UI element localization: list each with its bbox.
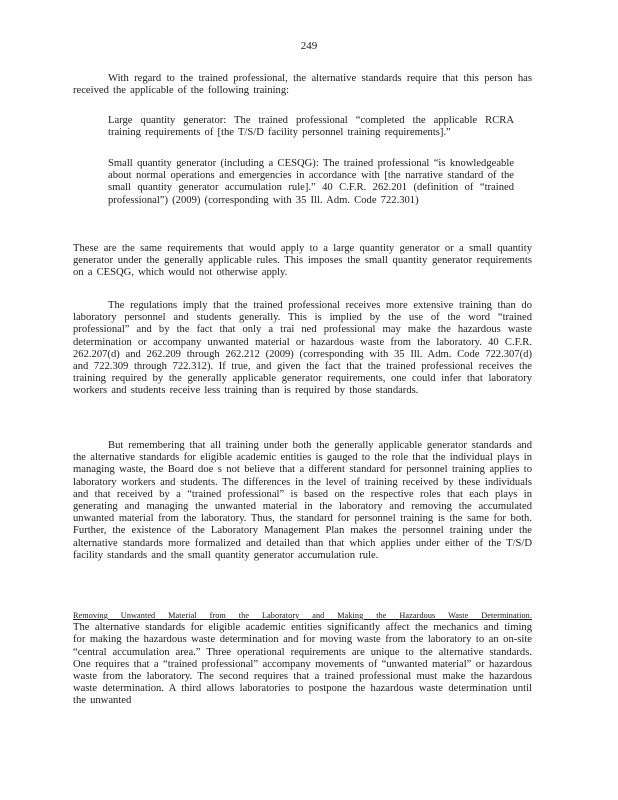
quote-small-quantity-generator: Small quantity generator (including a CESQG): The trained professional “is knowledgeable about normal operations and emergencies in accordance with [the narrative standard of the small quantity generator accumulation rule].” 40 C.F.R. 262.201 (definition of “trained professional”) (2009) (corresponding with 35 Ill. Adm. Code 722.301) [108, 158, 514, 206]
paragraph-removing-unwanted-material [73, 610, 532, 708]
paragraph-trained-professional-intro: With regard to the trained professional, the alternative standards require that this person has received the applicable of the following training: [73, 73, 532, 97]
section-body: The alternative standards for eligible academic entities significantly affect the mechanics and timing for making the hazardous waste determination and for moving waste from the laboratory to an on-site “central accumulation area.” Three operational requirements are unique to the alternative standards. One requires that a “trained professional” accompany movements of “unwanted material” or hazardous waste from the laboratory. The second requires that a trained professional must make the hazardous waste determination. A third allows laboratories to postpone the hazardous waste determination until the unwanted [73, 622, 532, 707]
page-number: 249 [300, 40, 318, 52]
paragraph-but-remembering: But remembering that all training under both the generally applicable generator standards and the alternative standards for eligible academic entities is gauged to the role that the individual plays in managing waste, the Board doe s not believe that a different standard for personnel training applies to laboratory workers and students. The differences in the level of training received by these individuals and that received by a “trained professional” is based on the respective roles that each plays in generating and managing the unwanted material in the laboratory and removing the accumulated unwanted material from the laboratory. Thus, the standard for personnel training is the same for both. Further, the existence of the Laboratory Management Plan makes the personnel training under the alternative standards more formalized and detailed than that which applies under either of the T/S/D facility standards and the small quantity generator accumulation rule. [73, 440, 532, 561]
paragraph-regulations-imply: The regulations imply that the trained professional receives more extensive training than do laboratory personnel and students generally. This is implied by the use of the word “trained professional” and by the fact that only a trai ned professional may make the hazardous waste determination or accompany unwanted material or hazardous waste from the laboratory. 40 C.F.R. 262.207(d) and 262.209 through 262.212 (2009) (corresponding with 35 Ill. Adm. Code 722.307(d) and 722.309 through 722.312). If true, and given the fact that the trained professional receives the training required by the generally applicable generator requirements, one could infer that laboratory workers and students receive less training than is required by those standards. [73, 300, 532, 397]
quote-large-quantity-generator: Large quantity generator: The trained professional “completed the applicable RCRA training requirements of [the T/S/D facility personnel training requirements].” [108, 115, 514, 139]
section-heading: Removing Unwanted Material from the Laboratory and Making the Hazardous Waste Determination. [73, 611, 532, 620]
paragraph-same-requirements: These are the same requirements that would apply to a large quantity generator or a small quantity generator under the generally applicable rules. This imposes the small quantity generator requirements on a CESQG, which would not otherwise apply. [73, 243, 532, 279]
